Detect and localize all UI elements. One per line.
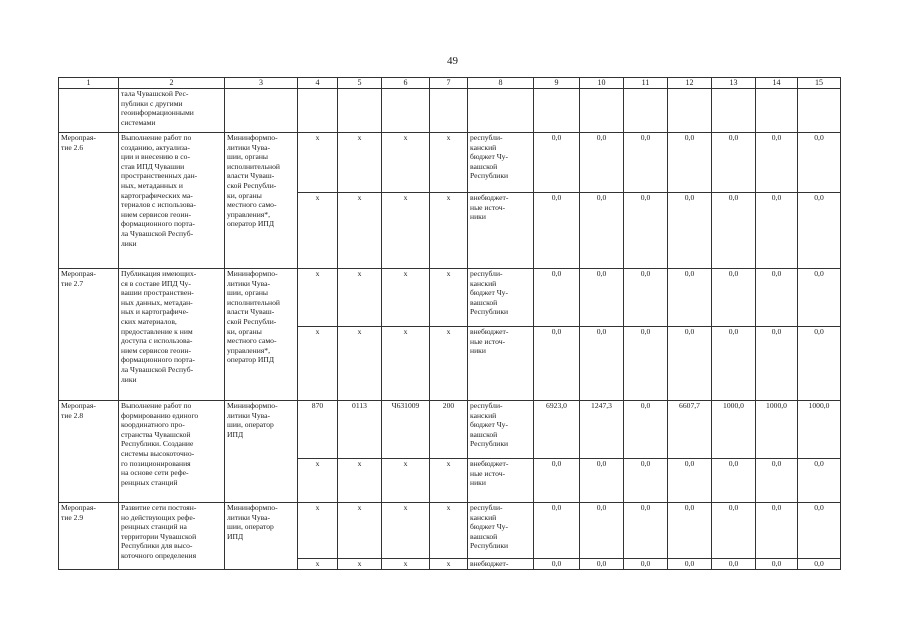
- code-cell: x: [298, 559, 338, 570]
- code-cell: x: [430, 327, 468, 401]
- column-header-6: 6: [382, 78, 430, 89]
- funding-source: внебюджет- ные источ- ники: [468, 327, 534, 401]
- value-cell: 0,0: [624, 327, 668, 401]
- value-cell: 0,0: [580, 503, 624, 559]
- activity-executor: Мининформпо- литики Чува- шии, оператор ИПД: [225, 503, 298, 570]
- value-cell: 0,0: [668, 327, 712, 401]
- value-cell: 0,0: [798, 269, 841, 327]
- value-cell: 0,0: [756, 503, 798, 559]
- table-row: [59, 133, 841, 193]
- activity-id: Меропрая- тие 2.9: [59, 503, 119, 570]
- activity-executor: Мининформпо- литики Чува- шии, органы исполнительной власти Чуваш- ской Республи- ки, органы местного само- управления*, оператор ИПД: [225, 133, 298, 269]
- value-cell: 6607,7: [668, 401, 712, 459]
- code-cell: x: [298, 459, 338, 503]
- column-header-12: 12: [668, 78, 712, 89]
- funding-source: республи- канский бюджет Чу- вашской Республики: [468, 503, 534, 559]
- funding-source: республи- канский бюджет Чу- вашской Республики: [468, 269, 534, 327]
- code-cell: x: [382, 327, 430, 401]
- value-cell: 0,0: [756, 133, 798, 193]
- activity-id: Меропрая- тие 2.6: [59, 133, 119, 269]
- value-cell: 0,0: [668, 559, 712, 570]
- code-cell: x: [430, 193, 468, 269]
- code-cell: x: [338, 133, 382, 193]
- code-cell: x: [430, 269, 468, 327]
- code-cell: 870: [298, 401, 338, 459]
- cell-empty: [225, 89, 298, 133]
- code-cell: x: [298, 503, 338, 559]
- column-header-13: 13: [712, 78, 756, 89]
- activity-executor: Мининформпо- литики Чува- шии, органы исполнительной власти Чуваш- ской Республи- ки, органы местного само- управления*, оператор ИПД: [225, 269, 298, 401]
- value-cell: 0,0: [534, 133, 580, 193]
- code-cell: x: [338, 559, 382, 570]
- continuation-description: тала Чувашской Рес- публики с другими геоинформационными системами: [119, 89, 225, 133]
- activity-description: Публикация имеющих- ся в составе ИПД Чу- вашии пространствен- ных данных, метадан- ных и картографиче- ских материалов, предоставление к ним доступа с использова- нием сервисов геоин- формационного порта- ла Чувашской Респуб- лики: [119, 269, 225, 401]
- column-header-2: 2: [119, 78, 225, 89]
- code-cell: x: [382, 459, 430, 503]
- value-cell: 0,0: [712, 559, 756, 570]
- value-cell: 0,0: [580, 133, 624, 193]
- code-cell: x: [298, 269, 338, 327]
- value-cell: 0,0: [668, 133, 712, 193]
- value-cell: 0,0: [712, 133, 756, 193]
- value-cell: 0,0: [798, 327, 841, 401]
- value-cell: 1247,3: [580, 401, 624, 459]
- column-header-1: 1: [59, 78, 119, 89]
- activity-description: Выполнение работ по созданию, актуализа- ции и внесению в со- став ИПД Чувашии пространственных дан- ных, метаданных и картографических ма- териалов с использова- нием сервисов геоин- формационного порта- ла Чувашской Респуб- лики: [119, 133, 225, 269]
- value-cell: 0,0: [624, 193, 668, 269]
- activity-executor: Мининформпо- литики Чува- шии, оператор ИПД: [225, 401, 298, 503]
- value-cell: 1000,0: [756, 401, 798, 459]
- value-cell: 0,0: [756, 459, 798, 503]
- column-header-7: 7: [430, 78, 468, 89]
- funding-source: внебюджет- ные источ- ники: [468, 459, 534, 503]
- cell-empty: [756, 89, 798, 133]
- table-row: [59, 503, 841, 559]
- code-cell: x: [430, 133, 468, 193]
- value-cell: 0,0: [534, 269, 580, 327]
- value-cell: 0,0: [756, 327, 798, 401]
- activity-description: Развитие сети постоян- но действующих рефе- ренцных станций на территории Чувашской Республики для высо- коточного определения: [119, 503, 225, 570]
- column-header-9: 9: [534, 78, 580, 89]
- cell-empty: [338, 89, 382, 133]
- column-header-8: 8: [468, 78, 534, 89]
- code-cell: x: [338, 269, 382, 327]
- cell-empty: [534, 89, 580, 133]
- value-cell: 0,0: [798, 503, 841, 559]
- value-cell: 0,0: [668, 503, 712, 559]
- value-cell: 0,0: [624, 401, 668, 459]
- column-header-15: 15: [798, 78, 841, 89]
- cell-empty: [798, 89, 841, 133]
- budget-table: [58, 77, 841, 570]
- table-row: [59, 401, 841, 459]
- value-cell: 0,0: [580, 459, 624, 503]
- value-cell: 0,0: [756, 559, 798, 570]
- value-cell: 0,0: [534, 193, 580, 269]
- value-cell: 0,0: [798, 459, 841, 503]
- funding-source: внебюджет-: [468, 559, 534, 570]
- cell-empty: [298, 89, 338, 133]
- value-cell: 0,0: [712, 269, 756, 327]
- cell-empty: [468, 89, 534, 133]
- column-header-4: 4: [298, 78, 338, 89]
- funding-source: республи- канский бюджет Чу- вашской Республики: [468, 401, 534, 459]
- value-cell: 0,0: [534, 327, 580, 401]
- value-cell: 6923,0: [534, 401, 580, 459]
- value-cell: 0,0: [798, 133, 841, 193]
- code-cell: x: [338, 459, 382, 503]
- code-cell: x: [298, 133, 338, 193]
- code-cell: 0113: [338, 401, 382, 459]
- value-cell: 0,0: [534, 559, 580, 570]
- value-cell: 0,0: [580, 327, 624, 401]
- code-cell: 200: [430, 401, 468, 459]
- value-cell: 0,0: [712, 193, 756, 269]
- code-cell: x: [338, 193, 382, 269]
- code-cell: x: [298, 193, 338, 269]
- page-number: 49: [447, 55, 458, 67]
- code-cell: x: [382, 133, 430, 193]
- table-row: [59, 269, 841, 327]
- code-cell: x: [382, 503, 430, 559]
- value-cell: 0,0: [534, 503, 580, 559]
- value-cell: 0,0: [624, 133, 668, 193]
- value-cell: 0,0: [580, 559, 624, 570]
- column-header-10: 10: [580, 78, 624, 89]
- value-cell: 0,0: [798, 193, 841, 269]
- value-cell: 0,0: [624, 459, 668, 503]
- value-cell: 0,0: [712, 459, 756, 503]
- activity-id: Меропрая- тие 2.8: [59, 401, 119, 503]
- value-cell: 0,0: [756, 193, 798, 269]
- value-cell: 1000,0: [712, 401, 756, 459]
- value-cell: 0,0: [624, 503, 668, 559]
- value-cell: 0,0: [712, 503, 756, 559]
- value-cell: 0,0: [756, 269, 798, 327]
- value-cell: 0,0: [624, 559, 668, 570]
- column-header-14: 14: [756, 78, 798, 89]
- value-cell: 0,0: [712, 327, 756, 401]
- activity-description: Выполнение работ по формированию единого координатного про- странства Чувашской Республики. Создание системы высокоточно- го позиционирования на основе сети рефе- ренцных станций: [119, 401, 225, 503]
- code-cell: x: [430, 459, 468, 503]
- value-cell: 0,0: [624, 269, 668, 327]
- value-cell: 1000,0: [798, 401, 841, 459]
- code-cell: x: [298, 327, 338, 401]
- value-cell: 0,0: [668, 193, 712, 269]
- column-header-11: 11: [624, 78, 668, 89]
- code-cell: x: [338, 503, 382, 559]
- code-cell: x: [430, 559, 468, 570]
- value-cell: 0,0: [580, 193, 624, 269]
- header-row: [59, 78, 841, 89]
- cell-empty: [430, 89, 468, 133]
- activity-id: Меропрая- тие 2.7: [59, 269, 119, 401]
- code-cell: x: [338, 327, 382, 401]
- value-cell: 0,0: [668, 269, 712, 327]
- cell-empty: [382, 89, 430, 133]
- funding-source: республи- канский бюджет Чу- вашской Республики: [468, 133, 534, 193]
- value-cell: 0,0: [798, 559, 841, 570]
- continuation-row: [59, 89, 841, 133]
- code-cell: x: [430, 503, 468, 559]
- column-header-3: 3: [225, 78, 298, 89]
- code-cell: Ч631009: [382, 401, 430, 459]
- cell-empty: [580, 89, 624, 133]
- code-cell: x: [382, 193, 430, 269]
- cell-empty: [59, 89, 119, 133]
- cell-empty: [712, 89, 756, 133]
- cell-empty: [624, 89, 668, 133]
- value-cell: 0,0: [534, 459, 580, 503]
- value-cell: 0,0: [668, 459, 712, 503]
- value-cell: 0,0: [580, 269, 624, 327]
- column-header-5: 5: [338, 78, 382, 89]
- code-cell: x: [382, 269, 430, 327]
- funding-source: внебюджет- ные источ- ники: [468, 193, 534, 269]
- cell-empty: [668, 89, 712, 133]
- code-cell: x: [382, 559, 430, 570]
